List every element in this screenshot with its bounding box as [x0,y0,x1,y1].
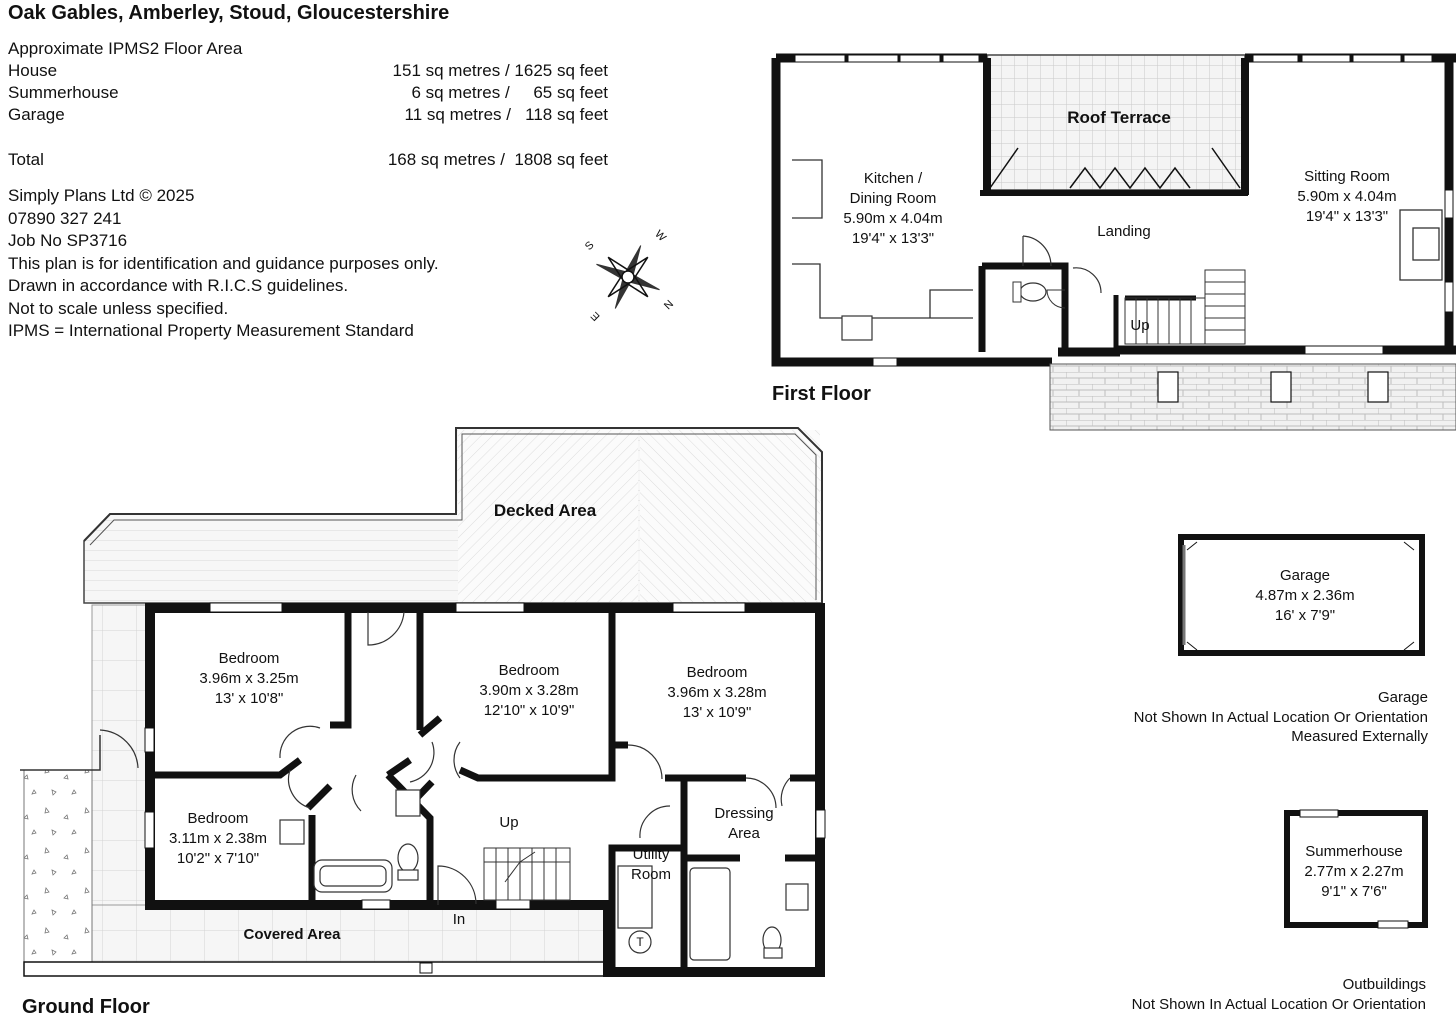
compass-w: W [652,228,669,244]
bedroom-3-label: Bedroom 3.96m x 3.28m 13' x 10'9" [667,664,767,721]
summerhouse-label: Summerhouse 2.77m x 2.27m 9'1" x 7'6" [1304,843,1404,900]
bedroom-2-label: Bedroom 3.90m x 3.28m 12'10" x 10'9" [479,662,579,719]
credit-line: 07890 327 241 [8,208,122,228]
area-value: 11 sq metres / 118 sq feet [404,105,608,124]
decked-area-label: Decked Area [493,501,597,520]
bedroom-1-label: Bedroom 3.96m x 3.25m 13' x 10'8" [199,650,299,707]
credit-line: Simply Plans Ltd © 2025 [8,186,195,205]
area-value: 6 sq metres / 65 sq feet [411,83,608,102]
compass-n: N [660,296,676,312]
tank-label: T [636,935,644,949]
kitchen-label: Kitchen / Dining Room 5.90m x 4.04m 19'4" x 13'3" [843,170,943,247]
ground-floor-label: Ground Floor [22,996,150,1018]
stairs-up-label: Up [1130,317,1150,334]
credits-block [8,185,439,343]
area-value: 168 sq metres / 1808 sq feet [387,150,608,169]
property-title: Oak Gables, Amberley, Stoud, Gloucestershire [8,2,450,24]
credit-line: This plan is for identification and guidance purposes only. [8,253,439,273]
bedroom-4-label: Bedroom 3.11m x 2.38m 10'2" x 7'10" [168,810,268,867]
area-value: 151 sq metres / 1625 sq feet [392,61,608,80]
compass-e: E [588,309,603,323]
entrance-in-label: In [452,911,466,928]
area-label: Garage [8,105,65,124]
credit-line: Job No SP3716 [8,231,128,250]
landing-label: Landing [1097,223,1151,240]
garage-label: Garage 4.87m x 2.36m 16' x 7'9" [1255,567,1355,624]
roof-terrace-label: Roof Terrace [1067,108,1171,127]
first-floor-label: First Floor [772,383,871,405]
compass-s: S [582,239,597,253]
area-heading: Approximate IPMS2 Floor Area [8,39,243,58]
garage-note: Garage Not Shown In Actual Location Or Orientation Measured Externally [1133,689,1428,745]
credit-line: Not to scale unless specified. [8,298,229,318]
outbuildings-note: Outbuildings Not Shown In Actual Location Or Orientation [1131,976,1426,1013]
utility-room-label: Utility Room [630,846,672,883]
credit-line: IPMS = International Property Measurement Standard [8,321,414,340]
area-label: Summerhouse [8,83,119,102]
ground-stairs-up-label: Up [499,814,519,831]
covered-area-label: Covered Area [243,926,341,943]
dressing-area-label: Dressing Area [714,805,774,842]
area-label: Total [8,150,44,169]
credit-line: Drawn in accordance with R.I.C.S guidelines. [8,276,349,295]
area-label: House [8,61,58,80]
sitting-room-label: Sitting Room 5.90m x 4.04m 19'4" x 13'3" [1297,168,1397,225]
